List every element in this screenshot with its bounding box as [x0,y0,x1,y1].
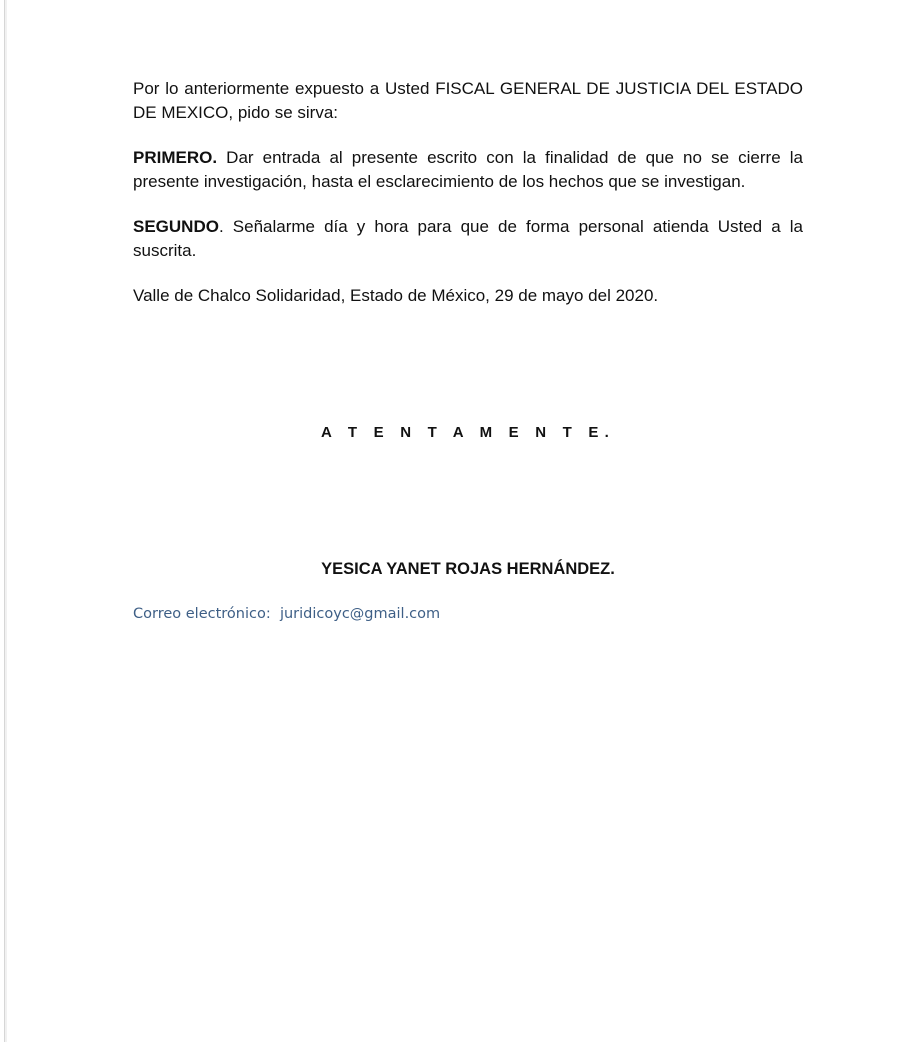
document-body [133,77,803,308]
page-edge-shadow [5,0,7,1042]
email-label: Correo electrónico: [133,606,271,622]
closing-salutation: A T E N T A M E N T E. [321,424,615,441]
segundo-text: . Señalarme día y hora para que de forma personal atienda Usted a la suscrita. [133,217,803,260]
primero-text: Dar entrada al presente escrito con la finalidad de que no se cierre la presente investigación, hasta el esclarecimiento de los hechos que se investigan. [133,148,803,191]
intro-paragraph: Por lo anteriormente expuesto a Usted FISCAL GENERAL DE JUSTICIA DEL ESTADO DE MEXICO, pido se sirva: [133,79,803,122]
segundo-paragraph [133,215,803,263]
primero-paragraph [133,146,803,194]
place-date: Valle de Chalco Solidaridad, Estado de México, 29 de mayo del 2020. [133,286,659,305]
primero-label: PRIMERO. [133,148,218,167]
signer-name: YESICA YANET ROJAS HERNÁNDEZ. [321,560,615,578]
email-address[interactable]: juridicoyc@gmail.com [279,606,441,622]
email-line [133,606,440,622]
segundo-label: SEGUNDO [133,217,219,236]
